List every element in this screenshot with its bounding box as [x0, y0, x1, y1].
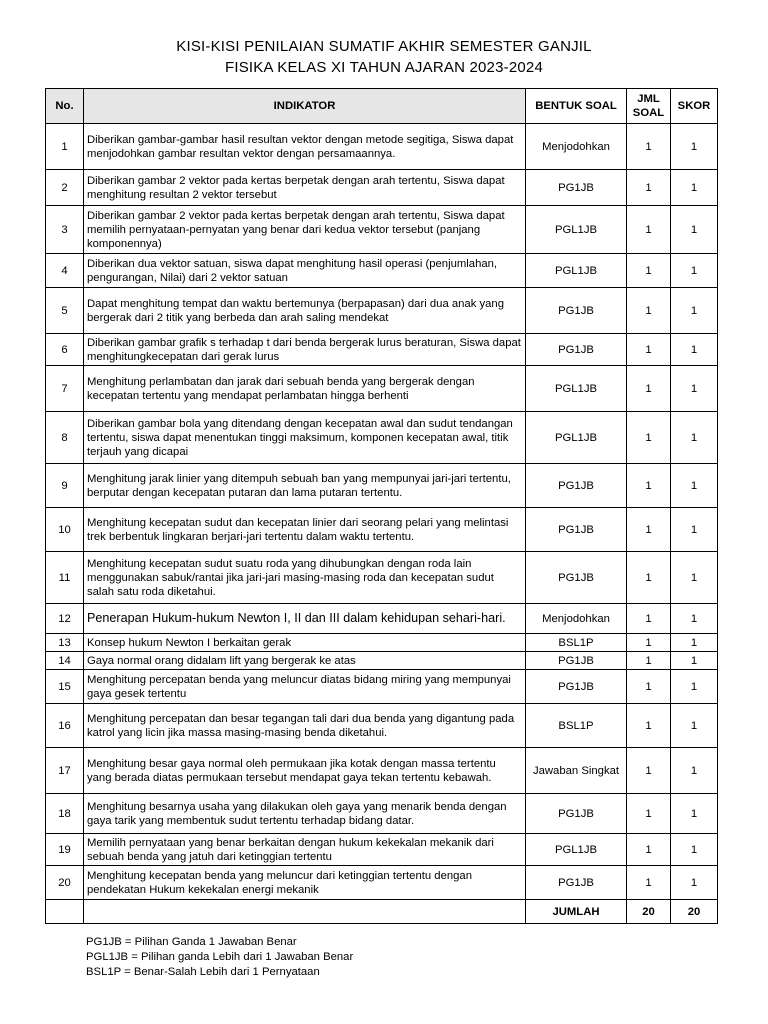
row-skor: 1 — [671, 866, 718, 900]
row-jml-soal: 1 — [627, 652, 671, 670]
row-number: 20 — [46, 866, 84, 900]
row-indikator: Diberikan gambar 2 vektor pada kertas berpetak dengan arah tertentu, Siswa dapat menghitung resultan 2 vektor tersebut — [84, 170, 526, 206]
row-skor: 1 — [671, 794, 718, 834]
table-row — [46, 748, 718, 794]
document-subtitle: FISIKA KELAS XI TAHUN AJARAN 2023-2024 — [224, 59, 544, 76]
row-number: 4 — [46, 254, 84, 288]
legend-item: PGL1JB = Pilihan ganda Lebih dari 1 Jawaban Benar — [86, 951, 354, 963]
total-empty-no — [46, 900, 84, 924]
row-jml-soal: 1 — [627, 508, 671, 552]
row-jml-soal: 1 — [627, 288, 671, 334]
row-bentuk-soal: PGL1JB — [526, 206, 627, 254]
row-skor: 1 — [671, 552, 718, 604]
row-number: 8 — [46, 412, 84, 464]
row-indikator: Gaya normal orang didalam lift yang bergerak ke atas — [84, 652, 526, 670]
row-skor: 1 — [671, 124, 718, 170]
document-title: KISI-KISI PENILAIAN SUMATIF AKHIR SEMESTER GANJIL — [176, 38, 592, 55]
row-indikator: Menghitung besar gaya normal oleh permukaan jika kotak dengan massa tertentu yang berada diatas permukaan tersebut mendapat gaya tekan tertentu kebawah. — [84, 748, 526, 794]
row-number: 1 — [46, 124, 84, 170]
row-jml-soal: 1 — [627, 748, 671, 794]
header-jml-line2: SOAL — [632, 107, 665, 119]
table-row — [46, 794, 718, 834]
row-indikator: Diberikan gambar grafik s terhadap t dari benda bergerak lurus beraturan, Siswa dapat menghitungkecepatan dari gerak lurus — [84, 334, 526, 366]
row-bentuk-soal: PG1JB — [526, 170, 627, 206]
row-bentuk-soal: PG1JB — [526, 464, 627, 508]
row-jml-soal: 1 — [627, 866, 671, 900]
row-bentuk-soal: PGL1JB — [526, 834, 627, 866]
row-jml-soal: 1 — [627, 834, 671, 866]
row-bentuk-soal: PGL1JB — [526, 366, 627, 412]
row-indikator: Menghitung percepatan benda yang meluncur diatas bidang miring yang mempunyai gaya gesek tertentu — [84, 670, 526, 704]
row-skor: 1 — [671, 288, 718, 334]
table-row — [46, 834, 718, 866]
row-bentuk-soal: PG1JB — [526, 552, 627, 604]
table-row — [46, 634, 718, 652]
row-jml-soal: 1 — [627, 464, 671, 508]
header-skor: SKOR — [671, 89, 718, 124]
row-indikator: Diberikan gambar-gambar hasil resultan vektor dengan metode segitiga, Siswa dapat menjodohkan gambar resultan vektor dengan persamaannya. — [84, 124, 526, 170]
row-number: 13 — [46, 634, 84, 652]
row-skor: 1 — [671, 206, 718, 254]
table-row — [46, 334, 718, 366]
legend — [86, 935, 353, 980]
row-bentuk-soal: PG1JB — [526, 670, 627, 704]
row-bentuk-soal: PG1JB — [526, 334, 627, 366]
table-row — [46, 288, 718, 334]
row-indikator: Menghitung percepatan dan besar tegangan tali dari dua benda yang digantung pada katrol yang licin jika massa masing-masing benda diketahui. — [84, 704, 526, 748]
total-label: JUMLAH — [526, 900, 627, 924]
row-number: 6 — [46, 334, 84, 366]
total-skor: 20 — [671, 900, 718, 924]
table-row — [46, 464, 718, 508]
row-bentuk-soal: Jawaban Singkat — [526, 748, 627, 794]
table-row — [46, 704, 718, 748]
row-skor: 1 — [671, 834, 718, 866]
table-row — [46, 670, 718, 704]
row-bentuk-soal: PGL1JB — [526, 254, 627, 288]
total-row — [46, 900, 718, 924]
kisi-kisi-table — [45, 88, 718, 924]
row-indikator: Diberikan dua vektor satuan, siswa dapat menghitung hasil operasi (penjumlahan, pengurangan, Nilai) dari 2 vektor satuan — [84, 254, 526, 288]
table-row — [46, 412, 718, 464]
row-jml-soal: 1 — [627, 206, 671, 254]
row-skor: 1 — [671, 670, 718, 704]
row-bentuk-soal: BSL1P — [526, 634, 627, 652]
row-indikator: Menghitung perlambatan dan jarak dari sebuah benda yang bergerak dengan kecepatan tertentu yang mendapat perlambatan hingga berhenti — [84, 366, 526, 412]
row-number: 17 — [46, 748, 84, 794]
row-bentuk-soal: PG1JB — [526, 866, 627, 900]
row-bentuk-soal: BSL1P — [526, 704, 627, 748]
row-bentuk-soal: PG1JB — [526, 652, 627, 670]
row-skor: 1 — [671, 334, 718, 366]
row-indikator: Dapat menghitung tempat dan waktu bertemunya (berpapasan) dari dua anak yang bergerak dari 2 titik yang berbeda dan arah saling mendekat — [84, 288, 526, 334]
table-row — [46, 652, 718, 670]
legend-item: PG1JB = Pilihan Ganda 1 Jawaban Benar — [86, 936, 297, 948]
row-skor: 1 — [671, 604, 718, 634]
row-number: 11 — [46, 552, 84, 604]
row-skor: 1 — [671, 748, 718, 794]
row-indikator: Menghitung besarnya usaha yang dilakukan oleh gaya yang menarik benda dengan gaya tarik yang membentuk sudut tertentu terhadap bidang datar. — [84, 794, 526, 834]
row-number: 15 — [46, 670, 84, 704]
header-no: No. — [46, 89, 84, 124]
header-indikator: INDIKATOR — [84, 89, 526, 124]
row-indikator: Penerapan Hukum-hukum Newton I, II dan III dalam kehidupan sehari-hari. — [84, 604, 526, 634]
table-row — [46, 866, 718, 900]
table-row — [46, 552, 718, 604]
row-jml-soal: 1 — [627, 634, 671, 652]
row-bentuk-soal: Menjodohkan — [526, 124, 627, 170]
table-body — [46, 124, 718, 900]
row-jml-soal: 1 — [627, 794, 671, 834]
header-jml-soal — [627, 89, 671, 124]
total-jml: 20 — [627, 900, 671, 924]
row-jml-soal: 1 — [627, 552, 671, 604]
row-number: 2 — [46, 170, 84, 206]
row-skor: 1 — [671, 366, 718, 412]
row-skor: 1 — [671, 652, 718, 670]
legend-item: BSL1P = Benar-Salah Lebih dari 1 Pernyataan — [86, 966, 320, 978]
row-bentuk-soal: PG1JB — [526, 794, 627, 834]
row-jml-soal: 1 — [627, 604, 671, 634]
row-bentuk-soal: PGL1JB — [526, 412, 627, 464]
row-skor: 1 — [671, 508, 718, 552]
row-indikator: Konsep hukum Newton I berkaitan gerak — [84, 634, 526, 652]
table-row — [46, 124, 718, 170]
table-row — [46, 254, 718, 288]
row-number: 10 — [46, 508, 84, 552]
row-indikator: Menghitung kecepatan benda yang meluncur dari ketinggian tertentu dengan pendekatan Hukum kekekalan energi mekanik — [84, 866, 526, 900]
row-skor: 1 — [671, 254, 718, 288]
row-number: 9 — [46, 464, 84, 508]
row-indikator: Menghitung kecepatan sudut dan kecepatan linier dari seorang pelari yang melintasi trek berbentuk lingkaran berjari-jari tertentu dalam waktu tertentu. — [84, 508, 526, 552]
row-number: 3 — [46, 206, 84, 254]
row-jml-soal: 1 — [627, 170, 671, 206]
row-bentuk-soal: PG1JB — [526, 288, 627, 334]
row-jml-soal: 1 — [627, 704, 671, 748]
table-row — [46, 604, 718, 634]
row-number: 19 — [46, 834, 84, 866]
row-indikator: Diberikan gambar bola yang ditendang dengan kecepatan awal dan sudut tendangan tertentu, siswa dapat menentukan tinggi maksimum, komponen kecepatan awal, titik terjauh yang dicapai — [84, 412, 526, 464]
row-jml-soal: 1 — [627, 124, 671, 170]
table-row — [46, 366, 718, 412]
row-number: 14 — [46, 652, 84, 670]
table-row — [46, 206, 718, 254]
row-bentuk-soal: PG1JB — [526, 508, 627, 552]
total-empty-indikator — [84, 900, 526, 924]
row-jml-soal: 1 — [627, 254, 671, 288]
row-skor: 1 — [671, 412, 718, 464]
row-number: 12 — [46, 604, 84, 634]
row-number: 18 — [46, 794, 84, 834]
table-header-row — [46, 89, 718, 124]
row-number: 16 — [46, 704, 84, 748]
row-jml-soal: 1 — [627, 412, 671, 464]
row-indikator: Diberikan gambar 2 vektor pada kertas berpetak dengan arah tertentu, Siswa dapat memilih pernyataan-pernyatan yang benar dari kedua vektor tersebut (panjang komponennya) — [84, 206, 526, 254]
row-number: 5 — [46, 288, 84, 334]
row-skor: 1 — [671, 704, 718, 748]
header-jml-line1: JML — [637, 93, 660, 105]
table-row — [46, 170, 718, 206]
table-row — [46, 508, 718, 552]
row-number: 7 — [46, 366, 84, 412]
header-bentuk-soal: BENTUK SOAL — [526, 89, 627, 124]
row-jml-soal: 1 — [627, 334, 671, 366]
row-jml-soal: 1 — [627, 366, 671, 412]
row-skor: 1 — [671, 464, 718, 508]
row-bentuk-soal: Menjodohkan — [526, 604, 627, 634]
row-jml-soal: 1 — [627, 670, 671, 704]
row-skor: 1 — [671, 634, 718, 652]
row-indikator: Memilih pernyataan yang benar berkaitan dengan hukum kekekalan mekanik dari sebuah benda yang jatuh dari ketinggian tertentu — [84, 834, 526, 866]
row-skor: 1 — [671, 170, 718, 206]
row-indikator: Menghitung jarak linier yang ditempuh sebuah ban yang mempunyai jari-jari tertentu, berputar dengan kecepatan putaran dan lama putaran tertentu. — [84, 464, 526, 508]
row-indikator: Menghitung kecepatan sudut suatu roda yang dihubungkan dengan roda lain menggunakan sabuk/rantai jika jari-jari masing-masing roda dan kecepatan sudut salah satu roda diketahui. — [84, 552, 526, 604]
